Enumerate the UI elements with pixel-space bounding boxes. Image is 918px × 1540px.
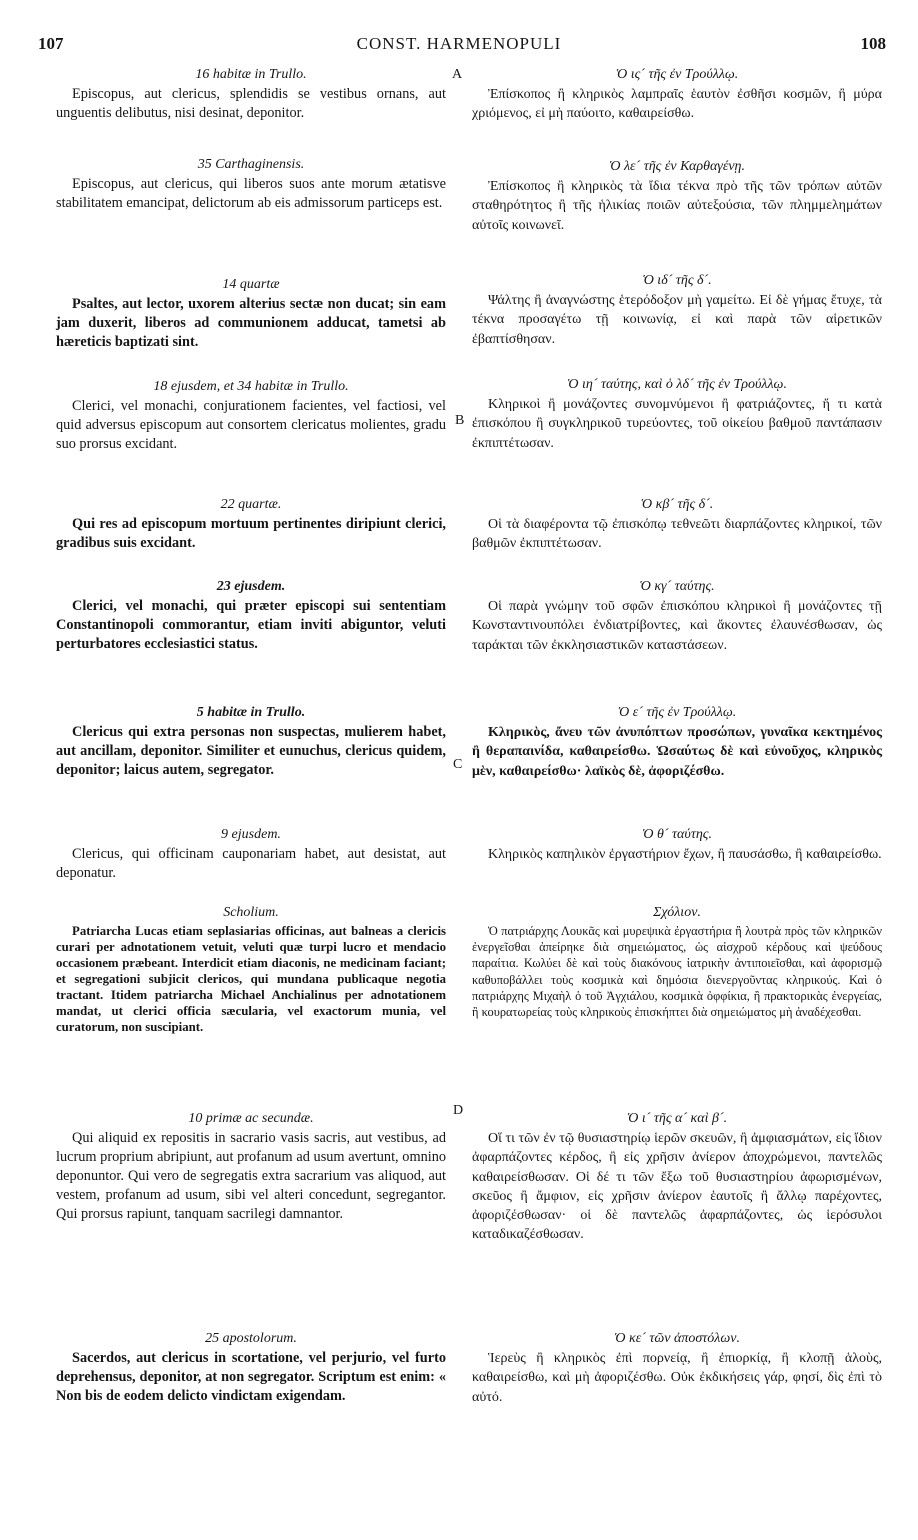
section-text: Οἵ τι τῶν ἐν τῷ θυσιαστηρίῳ ἱερῶν σκευῶν, ἢ ἀμφιασμάτων, εἰς ἴδιον ἀφαρπάζοντες κέρδος, ἢ εἰς χρῆσιν ἀνίερον ἀποχρώμενοι, παντελῶς καθαιρείσθωσαν. Οἱ δέ τι τῶν ἔξω τοῦ θυσιαστηρίου ἀφωρισμένων, σκεῦος ἢ ἄμφιον, εἰς χρῆσιν ἀνίερον ἑαυτοῖς ἢ ἄλλῳ παρέχοντες, ἀφοριζέσθωσαν· οἱ δὲ παντελῶς ἀφαρπάζοντες, ὡς ἱερόσυλοι καταδικαζέσθωσαν. <box>472 1131 882 1243</box>
latin-section <box>56 704 446 780</box>
section-heading: Ὁ ι´ τῆς α´ καὶ β´. <box>626 1111 728 1126</box>
section-heading: Σχόλιον. <box>653 905 701 920</box>
latin-section <box>56 1110 446 1224</box>
section-heading: 23 ejusdem. <box>216 579 286 594</box>
greek-section <box>472 578 882 655</box>
section-text: Οἱ τὰ διαφέροντα τῷ ἐπισκόπῳ τεθνεῶτι διαρπάζοντες κληρικοί, τῶν βαθμῶν ἐκπιπτέτωσαν. <box>472 517 882 552</box>
latin-section <box>56 378 446 454</box>
running-title: CONST. HARMENOPULI <box>356 34 562 53</box>
greek-section <box>472 826 882 864</box>
latin-section <box>56 578 446 654</box>
left-page-number: 107 <box>38 34 64 53</box>
section-heading: Ὁ ις´ τῆς ἐν Τρούλλῳ. <box>615 67 739 82</box>
latin-section <box>56 156 446 213</box>
section-heading: Ὁ ε´ τῆς ἐν Τρούλλῳ. <box>617 705 737 720</box>
section-heading: 10 primæ ac secundæ. <box>188 1111 314 1126</box>
margin-letter-c: C <box>453 757 463 772</box>
section-heading: Ὁ ιδ´ τῆς δ´. <box>642 273 712 288</box>
section-text: Ἱερεὺς ἢ κληρικὸς ἐπὶ πορνείᾳ, ἢ ἐπιορκίᾳ, ἢ κλοπῇ ἁλοὺς, καθαιρείσθω, καὶ μὴ ἀφοριζέσθω. Οὐκ ἐκδικήσεις γάρ, φησί, δὶς ἐπὶ τὸ αὐτό. <box>472 1351 882 1405</box>
section-text: Ἐπίσκοπος ἢ κληρικὸς λαμπραῖς ἑαυτὸν ἐσθῆσι κοσμῶν, ἢ μύρα χριόμενος, εἰ μὴ παύοιτο, καθαιρείσθω. <box>472 87 882 122</box>
section-heading: 18 ejusdem, et 34 habitæ in Trullo. <box>153 379 349 394</box>
greek-section <box>472 496 882 554</box>
margin-letter-d: D <box>453 1103 464 1118</box>
greek-scholium <box>472 904 882 1020</box>
section-text: Οἱ παρὰ γνώμην τοῦ σφῶν ἐπισκόπου κληρικοὶ ἢ μονάζοντες τῇ Κωνσταντινουπόλει ἐνδιατρίβοντες, καὶ ἄκοντες ἐλαυνέσθωσαν, ὡς ταράκται τῶν ἐκκλησιαστικῶν καταστάσεων. <box>472 599 882 653</box>
section-heading: 25 apostolorum. <box>205 1331 297 1346</box>
section-text: Patriarcha Lucas etiam seplasiarias officinas, aut balneas a clericis curari per adnotationem vetuit, veluti quæ turpi lucro et mendacio occasionem præbeant. Interdicit etiam diaconis, ne medicinam faciant; et segregationi subjicit clericos, qui mundana publicaque negotia tractant. Itidem patriarcha Michael Anchialinus per adnotationem mandat, ut clerici officia sæcularia, vel exactorum munia, vel curatorum, non suscipiant. <box>56 924 446 1034</box>
section-heading: Ὁ κε´ τῶν ἀποστόλων. <box>614 1331 740 1346</box>
section-heading: Scholium. <box>223 905 279 920</box>
section-text: Ψάλτης ἢ ἀναγνώστης ἑτερόδοξον μὴ γαμείτω. Εἰ δὲ γήμας ἔτυχε, τὰ τέκνα προσαγέτω τῇ κοινωνίᾳ, εἰ καὶ παρὰ τῶν αἱρετικῶν ἐβαπτίσθησαν. <box>472 293 882 347</box>
right-page-number: 108 <box>860 34 886 53</box>
section-text: Ἐπίσκοπος ἢ κληρικὸς τὰ ἴδια τέκνα πρὸ τῆς τῶν τρόπων αὐτῶν σταθηρότητος ἢ τῆς ἡλικίας ποιῶν αὐτεξούσια, τῶν πλημμελημάτων αὐτοῖς κοινωνεῖ. <box>472 179 882 233</box>
section-heading: Ὁ θ´ ταύτης. <box>642 827 712 842</box>
section-text: Episcopus, aut clericus, qui liberos suos ante morum ætatisve stabilitatem emancipat, delictorum ab eis admissorum particeps est. <box>56 176 446 211</box>
greek-section <box>472 158 882 235</box>
latin-section <box>56 1330 446 1406</box>
greek-section <box>472 1110 882 1245</box>
section-text: Clerici, vel monachi, conjurationem facientes, vel factiosi, vel quid adversus episcopum aut consortem clericatus molientes, gradu suo prorsus excidant. <box>56 398 446 452</box>
section-heading: 35 Carthaginensis. <box>197 157 305 172</box>
section-text: Clericus qui extra personas non suspectas, mulierem habet, aut ancillam, deponitor. Similiter et eunuchus, clericus quidem, deponitor; laicus autem, segregator. <box>56 724 446 778</box>
greek-section <box>472 1330 882 1407</box>
greek-section <box>472 376 882 453</box>
section-heading: Ὁ λε´ τῆς ἐν Καρθαγένῃ. <box>608 159 745 174</box>
greek-section <box>472 272 882 349</box>
section-text: Ὁ πατριάρχης Λουκᾶς καὶ μυρεψικὰ ἐργαστήρια ἢ λουτρὰ πρὸς τῶν κληρικῶν ἐνεργεῖσθαι ἀπείρηκε διὰ σημειώματος, ὡς αἰσχροῦ κέρδους καὶ ψεύδους παραίτια. Κωλύει δὲ καὶ τοὺς διακόνους ἰατρικὴν ἀντιποιεῖσθαι, καὶ ἀφορισμῷ καθυποβάλλει τοὺς κοσμικὰ καὶ δημόσια διενεργοῦντας κληρικούς. Καὶ ὁ πατριάρχης Μιχαὴλ ὁ τοῦ Ἀγχιάλου, κοσμικὰ ὀφφίκια, ἢ πρακτορικὰς ἐνεργείας, ἢ κουρατωρείας τοὺς κληρικοὺς ἐπισκήπτει διὰ σημειώματος μὴ ἀναδέχεσθαι. <box>472 924 882 1020</box>
latin-section <box>56 496 446 553</box>
section-heading: 14 quartæ <box>222 277 280 292</box>
latin-section <box>56 826 446 883</box>
section-heading: Ὁ κγ´ ταύτης. <box>639 579 715 594</box>
section-text: Qui aliquid ex repositis in sacrario vasis sacris, aut vestibus, ad lucrum proprium abripiunt, aut profanum ad usum avertunt, omnino deponuntor. Qui vero de segregatis extra sacrarium vas aliquod, aut vestem, profanum ad usum, sibi vel alteri concedunt, segregantor. Qui prorsus rapiunt, tanquam sacrilegi damnantor. <box>56 1130 446 1222</box>
section-text: Psaltes, aut lector, uxorem alterius sectæ non ducat; sin eam jam duxerit, liberos ad communionem adducat, tametsi ab hæreticis baptizati sint. <box>56 296 446 350</box>
section-heading: 16 habitæ in Trullo. <box>195 67 307 82</box>
section-text: Clerici, vel monachi, qui præter episcopi sui sententiam Constantinopoli commorantur, etiam inviti abiguntor, veluti perturbatores ecclesiastici status. <box>56 598 446 652</box>
latin-scholium <box>56 904 446 1035</box>
section-heading: 5 habitæ in Trullo. <box>196 705 306 720</box>
section-heading: 9 ejusdem. <box>221 827 281 842</box>
margin-letter-a: A <box>452 67 463 82</box>
latin-section <box>56 66 446 123</box>
section-text: Qui res ad episcopum mortuum pertinentes diripiunt clerici, gradibus suis excidant. <box>56 516 446 551</box>
greek-section <box>472 66 882 124</box>
page-header <box>0 34 918 58</box>
latin-section <box>56 276 446 352</box>
section-text: Κληρικὸς καπηλικὸν ἐργαστήριον ἔχων, ἢ παυσάσθω, ἢ καθαιρείσθω. <box>488 847 882 862</box>
section-text: Episcopus, aut clericus, splendidis se vestibus ornans, aut unguentis delibutus, nisi desinat, deponitor. <box>56 86 446 121</box>
section-text: Clericus, qui officinam cauponariam habet, aut desistat, aut deponatur. <box>56 846 446 881</box>
margin-letter-b: B <box>455 413 465 428</box>
greek-section <box>472 704 882 781</box>
section-text: Κληρικὸς, ἄνευ τῶν ἀνυπόπτων προσώπων, γυναῖκα κεκτημένος ἢ θεραπαινίδα, καθαιρείσθω. Ὡσαύτως δὲ καὶ εὐνοῦχος, κληρικὸς μὲν, καθαιρείσθω· λαϊκὸς δὲ, ἀφοριζέσθω. <box>472 725 882 779</box>
section-text: Sacerdos, aut clericus in scortatione, vel perjurio, vel furto deprehensus, deponitor, at non segregator. Scriptum est enim: « Non bis de eodem delicto vindictam exigendam. <box>56 1350 446 1404</box>
section-heading: Ὁ κβ´ τῆς δ´. <box>640 497 714 512</box>
section-heading: 22 quartæ. <box>220 497 282 512</box>
section-heading: Ὁ ιη´ ταύτης, καὶ ὁ λδ´ τῆς ἐν Τρούλλῳ. <box>567 377 787 392</box>
section-text: Κληρικοὶ ἢ μονάζοντες συνομνύμενοι ἢ φατριάζοντες, ἤ τι κατὰ ἐπισκόπου ἢ συγκληρικοῦ τυρεύοντες, τοῦ οἰκείου βαθμοῦ παντάπασιν ἐκπιπτέτωσαν. <box>472 397 882 451</box>
